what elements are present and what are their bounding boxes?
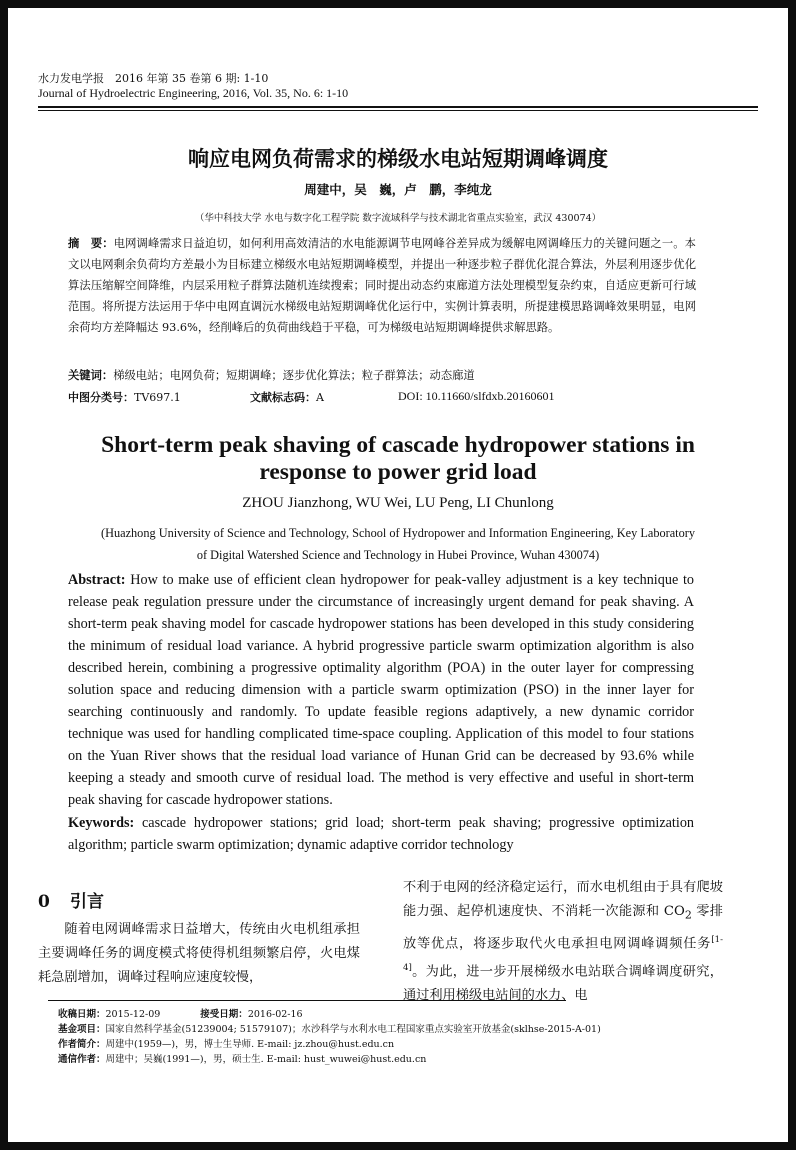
footnotes [58, 1007, 758, 1067]
journal-header-en: Journal of Hydroelectric Engineering, 2016, Vol. 35, No. 6: 1-10 [38, 86, 349, 100]
en-keywords-text: cascade hydropower stations; grid load; short-term peak shaving; progressive optimization algorithm; particle swarm optimization; dynamic adaptive corridor technology [68, 815, 695, 853]
en-affiliation [40, 522, 756, 566]
cn-abstract-text: 电网调峰需求日益迫切，如何利用高效清洁的水电能源调节电网峰谷差异成为缓解电网调峰压力的关键问题之一。本文以电网剩余负荷均方差最小为目标建立梯级水电站短期调峰模型，并提出一种逐步粒子群优化混合算法，外层利用逐步优化算法压缩解空间降维，内层采用粒子群算法随机连续搜索；同时提出动态约束廊道方法处理模型复杂约束，自适应更新可行域范围。将所提方法运用于华中电网直调沅水梯级电站短期调峰优化运行中，实例计算表明，所提建模思路调峰效果明显，电网余荷均方差降幅达 93.6%，经削峰后的负荷曲线趋于平稳，可为梯级电站短期调峰提供求解思路。 [68, 237, 696, 334]
en-title-line2: response to power grid load [259, 459, 537, 485]
received-label: 收稿日期： [58, 1009, 106, 1020]
en-abstract-label: Abstract: [68, 572, 126, 588]
header-rule-thin [38, 110, 758, 111]
intro-left-column: 随着电网调峰需求日益增大，传统由火电机组承担主要调峰任务的调度模式将使得机组频繁启停，火电煤耗急剧增加，调峰过程响应速度较慢， [38, 922, 360, 985]
cn-title: 响应电网负荷需求的梯级水电站短期调峰调度 [188, 147, 608, 171]
cn-keywords [68, 365, 696, 386]
section-title: 引言 [70, 892, 104, 912]
cn-abstract-label: 摘 要： [68, 237, 114, 250]
en-affiliation-line1: (Huazhong University of Science and Technology, School of Hydropower and Information Engineering, Key Laboratory [100, 526, 695, 540]
footnote-dates [58, 1007, 758, 1022]
en-keywords [68, 812, 694, 856]
footnote-fund [58, 1022, 758, 1037]
cn-authors: 周建中，吴 巍，卢 鹏，李纯龙 [304, 182, 492, 197]
doc-code-label: 文献标志码： [250, 391, 316, 404]
en-keywords-label: Keywords: [68, 815, 135, 831]
intro-right-text-b: 零排放等优点，将逐步取代火电承担电网调峰调频任务 [403, 904, 723, 952]
en-abstract-text: How to make use of efficient clean hydropower for peak-valley adjustment is a key technique to release peak regulation pressure under the circumstance of increasingly urgent demand for peak shaving. A short-term peak shaving model for cascade hydropower stations has been developed in this study considering the minimum of residual load variance. A hybrid progressive particle swarm optimization algorithm is also described herein, combining a progressive optimality algorithm (POA) in the outer layer for compressing solution space and reducing dimension with a particle swarm optimization (PSO) in the inner layer for searching continuously and randomly. To update feasible regions adaptively, a new dynamic corridor technique was used for handling complicated time-space coupling. Application of this model to four stations on the Yuan River shows that the residual load variance of Hunan Grid can be decreased by 93.6% while keeping a steady and smooth curve of residual load. The method is very effective and useful in short-term peak shaving for cascade hydropower stations. [68, 572, 694, 808]
cn-affiliation: （华中科技大学 水电与数字化工程学院 数字流域科学与技术湖北省重点实验室，武汉 430074） [194, 213, 602, 224]
doc-code-value: A [316, 391, 324, 404]
co2-subscript: 2 [684, 908, 692, 922]
received-date: 2015-12-09 [105, 1009, 161, 1020]
footnote-rule [48, 1000, 566, 1001]
footnote-author [58, 1037, 758, 1052]
author-text: 周建中(1959—)，男，博士生导师. E-mail: jz.zhou@hust.edu.cn [105, 1039, 395, 1050]
en-authors: ZHOU Jianzhong, WU Wei, LU Peng, LI Chunlong [242, 495, 554, 511]
correspondence-label: 通信作者： [58, 1054, 106, 1065]
cn-abstract [68, 233, 696, 338]
accepted-label: 接受日期： [200, 1009, 248, 1020]
en-title [0, 432, 796, 486]
en-affiliation-line2: of Digital Watershed Science and Technology in Hubei Province, Wuhan 430074) [196, 548, 600, 562]
en-title-line1: Short-term peak shaving of cascade hydropower stations in [101, 432, 695, 458]
intro-right-text-a: 不利于电网的经济稳定运行，而水电机组由于具有爬坡能力强、起停机速度快、不消耗一次能源和 CO [403, 880, 723, 919]
intro-right-text-c: 。为此，进一步开展梯级水电站联合调峰调度研究，通过利用梯级电站间的水力、电 [403, 964, 723, 1004]
cn-keywords-text: 梯级电站；电网负荷；短期调峰；逐步优化算法；粒子群算法；动态廊道 [113, 369, 475, 382]
accepted-date: 2016-02-16 [247, 1009, 303, 1020]
clc-value: TV697.1 [134, 391, 181, 404]
cn-keywords-label: 关键词： [68, 369, 114, 382]
intro-right-column [403, 876, 723, 1008]
fund-label: 基金项目： [58, 1024, 106, 1035]
section-heading [38, 887, 104, 912]
header-rule-thick [38, 106, 758, 108]
citation-ref: [1-4] [403, 934, 723, 974]
en-abstract [68, 569, 694, 811]
footnote-correspondence [58, 1052, 758, 1067]
fund-text: 国家自然科学基金(51239004; 51579107)；水沙科学与水利水电工程国家重点实验室开放基金(sklhse-2015-A-01) [105, 1024, 601, 1035]
clc-label: 中图分类号： [68, 391, 134, 404]
section-number: 0 [38, 892, 50, 912]
doi: DOI: 10.11660/slfdxb.20160601 [398, 389, 555, 403]
correspondence-text: 周建中；吴巍(1991—)，男，硕士生. E-mail: hust_wuwei@hust.edu.cn [105, 1054, 427, 1065]
author-label: 作者简介： [58, 1039, 106, 1050]
journal-header-cn: 水力发电学报 2016 年第 35 卷第 6 期: 1-10 [38, 72, 269, 85]
